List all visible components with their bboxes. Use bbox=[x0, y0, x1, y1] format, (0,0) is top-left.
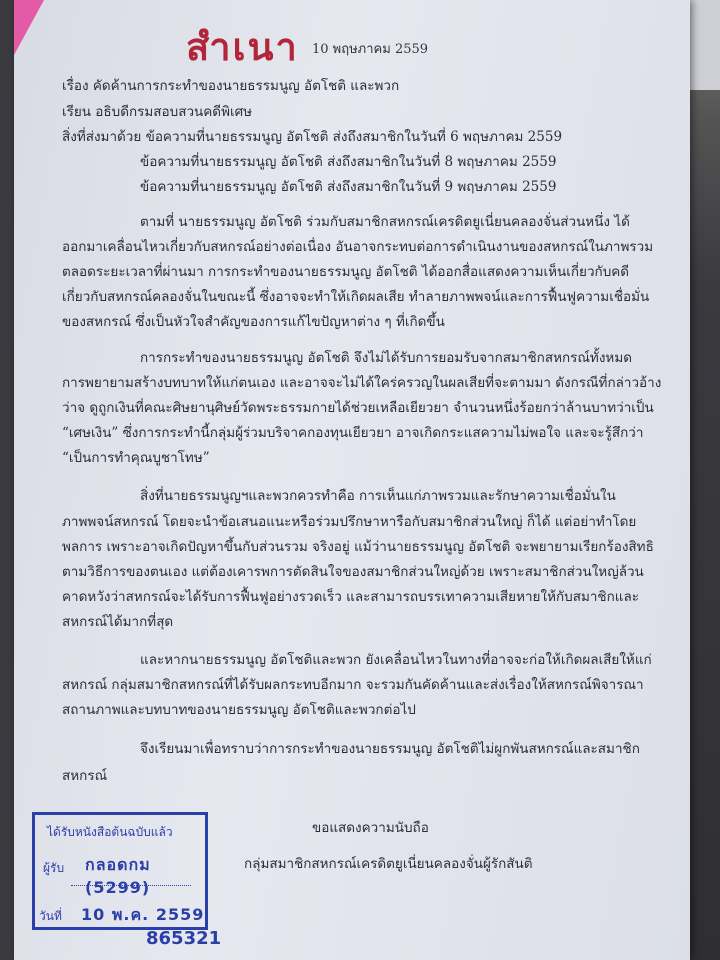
paragraph-line: การพยายามสร้างบทบาทให้แก่ตนเอง และอาจจะไม่ได้ใคร่ครวญในผลเสียที่จะตามมา ดังกรณีที่กล่าวอ้าง bbox=[62, 375, 662, 391]
paragraph-line: ของสหกรณ์ ซึ่งเป็นหัวใจสำคัญของการแก้ไขปัญหาต่าง ๆ ที่เกิดขึ้น bbox=[62, 314, 445, 330]
stamp-date-label: วันที่ bbox=[39, 909, 62, 923]
paragraph-line: สหกรณ์ได้มากที่สุด bbox=[62, 614, 174, 630]
handwritten-number: 865321 bbox=[146, 928, 222, 949]
stamp-receiver-signature: กลอดกม (5299) bbox=[85, 855, 151, 897]
stamp-blank-line bbox=[71, 885, 191, 886]
subject-line: เรื่อง คัดค้านการกระทำของนายธรรมนูญ อัตโชติ และพวก bbox=[62, 78, 400, 94]
stamp-receiver-label: ผู้รับ bbox=[43, 861, 65, 875]
paragraph-line: การกระทำของนายธรรมนูญ อัตโชติ จึงไม่ได้รับการยอมรับจากสมาชิกสหกรณ์ทั้งหมด bbox=[140, 350, 632, 366]
document-page bbox=[14, 0, 690, 960]
paragraph-line: และหากนายธรรมนูญ อัตโชติและพวก ยังเคลื่อนไหวในทางที่อาจจะก่อให้เกิดผลเสียให้แก่ bbox=[140, 652, 652, 668]
enclosure-line: ข้อความที่นายธรรมนูญ อัตโชติ ส่งถึงสมาชิกในวันที่ 9 พฤษภาคม 2559 bbox=[140, 179, 557, 195]
paragraph-line: สหกรณ์ bbox=[62, 768, 108, 784]
paragraph-line: เกี่ยวกับสหกรณ์คลองจั่นในขณะนี้ ซึ่งอาจจะทำให้เกิดผลเสีย ทำลายภาพพจน์และการฟื้นฟูความเชื่อมั่น bbox=[62, 289, 650, 305]
sender-name: กลุ่มสมาชิกสหกรณ์เครดิตยูเนี่ยนคลองจั่นผู้รักสันติ bbox=[244, 856, 533, 872]
paragraph-line: จึงเรียนมาเพื่อทราบว่าการกระทำของนายธรรมนูญ อัตโชติไม่ผูกพันสหกรณ์และสมาชิก bbox=[140, 741, 640, 757]
paragraph-line: ตามวิธีการของตนเอง แต่ต้องเคารพการตัดสินใจของสมาชิกส่วนใหญ่ด้วย เพราะสมาชิกส่วนใหญ่ล้วน bbox=[62, 564, 644, 580]
paragraph-line: สถานภาพและบทบาทของนายธรรมนูญ อัตโชติและพวกต่อไป bbox=[62, 702, 416, 718]
paragraph-line: ว่าจ ดูถูกเงินที่คณะศิษยานุศิษย์วัดพระธรรมกายได้ช่วยเหลือเยียวยา จำนวนหนึ่งร้อยกว่าล้านบาทว่าเป็น bbox=[62, 400, 654, 416]
paragraph-line: ภาพพจน์สหกรณ์ โดยจะนำข้อเสนอแนะหรือร่วมปรึกษาหารือกับสมาชิกส่วนใหญ่ ก็ได้ แต่อย่าทำโดย bbox=[62, 514, 637, 530]
paragraph-line: “เศษเงิน” ซึ่งการกระทำนี้กลุ่มผู้ร่วมบริจาคกองทุนเยียวยา อาจเกิดกระแสความไม่พอใจ และจะรู้สึกว่า bbox=[62, 425, 644, 441]
paragraph-line: ตลอดระยะเวลาที่ผ่านมา การกระทำของนายธรรมนูญ อัตโชติ ได้ออกสื่อแสดงความเห็นเกี่ยวกับคดี bbox=[62, 264, 630, 280]
document-title: สำเนา bbox=[186, 24, 299, 69]
paragraph-line: พลการ เพราะอาจเกิดปัญหาขึ้นกับส่วนรวม จริงอยู่ แม้ว่านายธรรมนูญ อัตโชติ จะพยายามเรียกร้องสิทธิ bbox=[62, 539, 654, 555]
stamp-heading: ได้รับหนังสือต้นฉบับแล้ว bbox=[47, 825, 173, 839]
paragraph-line: คาดหวังว่าสหกรณ์จะได้รับการฟื้นฟูอย่างรวดเร็ว และสามารถบรรเทาความเสียหายให้กับสมาชิกและ bbox=[62, 589, 639, 605]
document-date: 10 พฤษภาคม 2559 bbox=[312, 42, 429, 57]
closing-regards: ขอแสดงความนับถือ bbox=[312, 820, 429, 836]
stamp-date-value: 10 พ.ค. 2559 bbox=[81, 905, 205, 924]
background-desk bbox=[690, 0, 720, 960]
enclosure-line: สิ่งที่ส่งมาด้วย ข้อความที่นายธรรมนูญ อัตโชติ ส่งถึงสมาชิกในวันที่ 6 พฤษภาคม 2559 bbox=[62, 129, 563, 145]
paragraph-line: สิ่งที่นายธรรมนูญฯและพวกควรทำคือ การเห็นแก่ภาพรวมและรักษาความเชื่อมั่นใน bbox=[140, 488, 616, 504]
paragraph-line: “เป็นการทำคุณบูชาโทษ” bbox=[62, 450, 210, 466]
paragraph-line: ออกมาเคลื่อนไหวเกี่ยวกับสหกรณ์อย่างต่อเนื่อง อันอาจกระทบต่อการดำเนินงานของสหกรณ์ในภาพรวม bbox=[62, 239, 654, 255]
paragraph-line: ตามที่ นายธรรมนูญ อัตโชติ ร่วมกับสมาชิกสหกรณ์เครดิตยูเนี่ยนคลองจั่นส่วนหนึ่ง ได้ bbox=[140, 214, 630, 230]
enclosure-line: ข้อความที่นายธรรมนูญ อัตโชติ ส่งถึงสมาชิกในวันที่ 8 พฤษภาคม 2559 bbox=[140, 154, 557, 170]
to-line: เรียน อธิบดีกรมสอบสวนคดีพิเศษ bbox=[62, 104, 253, 120]
received-stamp bbox=[32, 812, 208, 930]
paragraph-line: สหกรณ์ กลุ่มสมาชิกสหกรณ์ที่ได้รับผลกระทบอีกมาก จะรวมกันคัดค้านและส่งเรื่องให้สหกรณ์พิจารณา bbox=[62, 677, 644, 693]
pink-tab bbox=[14, 0, 44, 55]
